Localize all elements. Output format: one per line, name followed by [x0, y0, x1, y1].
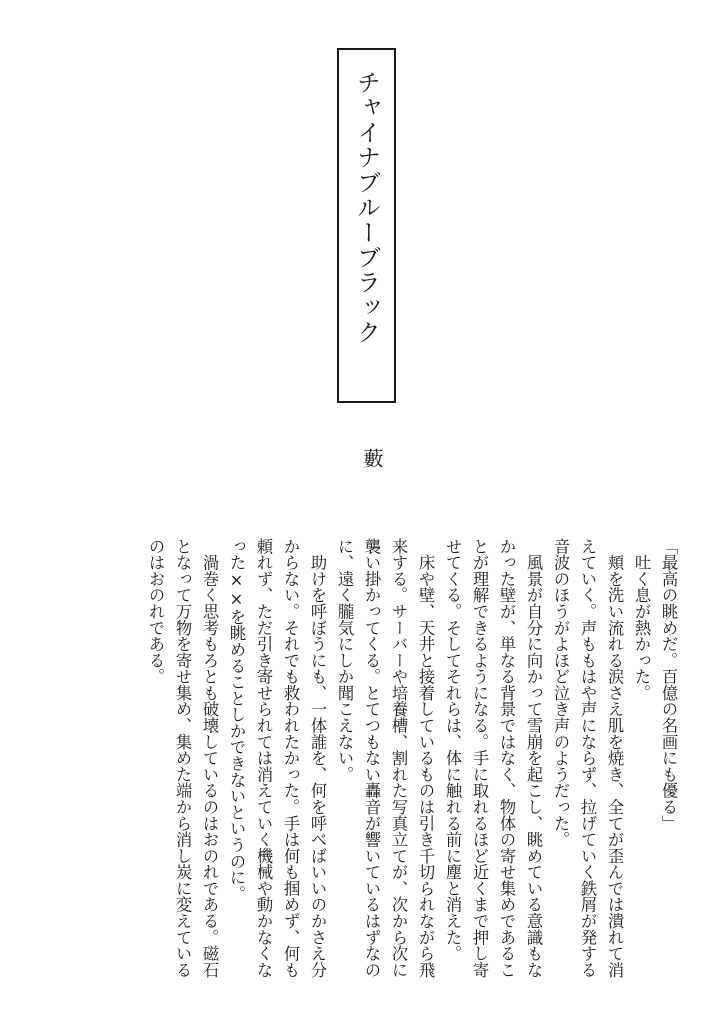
title-box [337, 48, 396, 403]
paragraph: 渦巻く思考もろとも破壊しているのはおのれである。磁石となって万物を寄せ集め、集めた端から消し炭に変えているのはおのれである。 [146, 538, 219, 978]
story-title: チャイナブルーブラック [352, 70, 381, 345]
paragraph: 吐く息が熱かった。 [632, 538, 651, 701]
paragraph: 風景が自分に向かって雪崩を起こし、眺めている意識もなかった壁が、単なる背景ではなく、物体の寄せ集めであることが理解できるようになる。手に取れるほど近くまで押し寄せてくる。そしてそれらは、体に触れる前に塵と消えた。 [443, 538, 543, 978]
author-name: 藪 [360, 448, 384, 468]
paragraph: 頬を洗い流れる涙さえ肌を焼き、全てが歪んでは潰れて消えていく。声ももはや声にならず、拉げていく鉄屑が発する音波のほうがよほど泣き声のようだった。 [551, 538, 624, 978]
paragraph: 助けを呼ぼうにも、一体誰を、何を呼べばいいのかさえ分からない。それでも救われたかった。手は何も掴めず、何も頼れず、ただ引き寄せられては消えていく機械や動かなくなった××を眺めることしかできないというのに。 [227, 538, 327, 978]
story-body [142, 538, 682, 988]
paragraph: 床や壁、天井と接着しているものは引き千切られながら飛来する。サーバーや培養槽、割れた写真立てが、次から次に襲い掛かってくる。とてつもない轟音が響いているはずなのに、遠く朧気にしか聞こえない。 [335, 538, 435, 978]
paragraph: 「最高の眺めだ。百億の名画にも優る」 [659, 538, 678, 832]
